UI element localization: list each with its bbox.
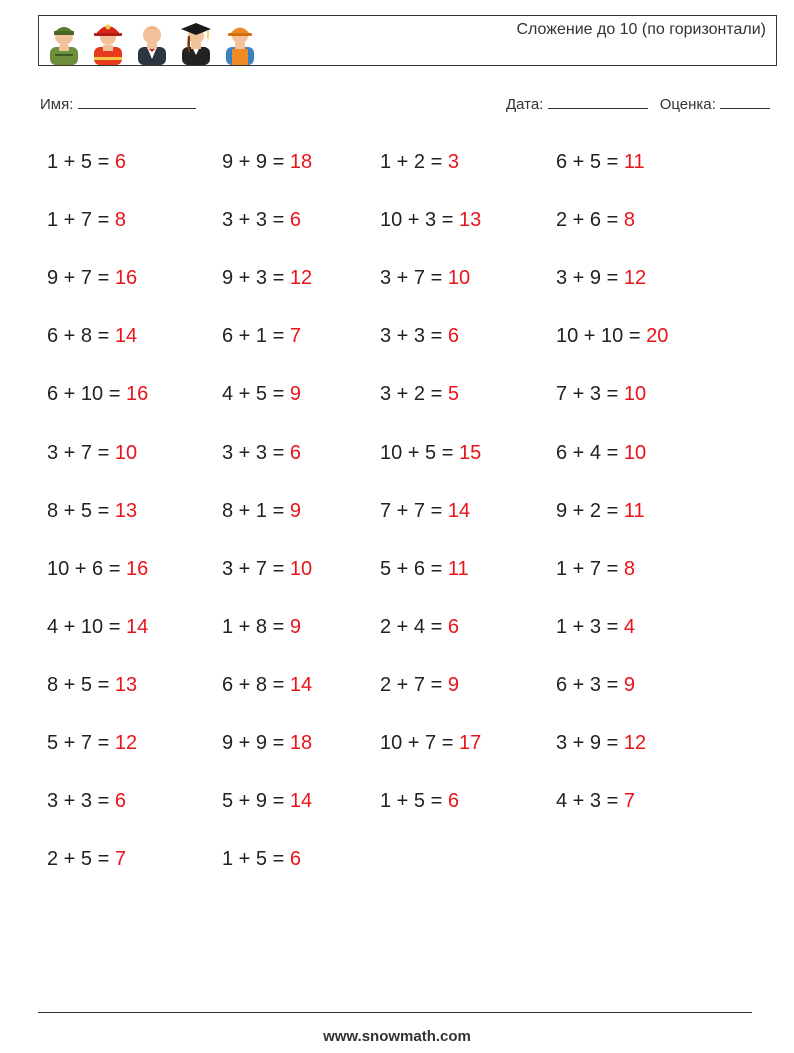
problem-item xyxy=(47,208,126,232)
problem-expression: 3 + 2 = xyxy=(380,383,448,406)
waiter-icon xyxy=(133,19,171,65)
problem-answer: 9 xyxy=(289,383,301,406)
problem-item xyxy=(380,731,481,755)
problem-expression: 3 + 3 = xyxy=(222,209,290,232)
problem-expression: 1 + 5 = xyxy=(380,790,448,813)
problem-item xyxy=(222,266,312,290)
grade-blank xyxy=(720,94,770,109)
problem-answer: 9 xyxy=(623,673,635,696)
problem-expression: 10 + 5 = xyxy=(380,441,459,464)
problem-answer: 20 xyxy=(646,325,669,348)
problem-expression: 6 + 5 = xyxy=(556,151,624,173)
problem-answer: 7 xyxy=(114,848,126,871)
problem-expression: 2 + 5 = xyxy=(47,848,115,871)
problem-item xyxy=(47,847,126,871)
problem-item xyxy=(556,208,635,232)
problem-item xyxy=(222,150,312,174)
problem-expression: 3 + 9 = xyxy=(556,267,624,290)
problem-item xyxy=(556,789,635,813)
problem-expression: 3 + 9 = xyxy=(556,732,624,754)
name-blank xyxy=(78,94,196,109)
problem-answer: 7 xyxy=(289,325,301,348)
problem-answer: 7 xyxy=(623,790,635,813)
header-box xyxy=(38,15,777,66)
problem-answer: 11 xyxy=(623,499,645,522)
problem-expression: 6 + 10 = xyxy=(47,383,126,406)
problem-expression: 10 + 7 = xyxy=(380,732,459,754)
problem-answer: 18 xyxy=(289,151,313,173)
problem-expression: 9 + 9 = xyxy=(222,151,290,173)
problem-answer: 16 xyxy=(125,557,149,580)
problem-expression: 2 + 4 = xyxy=(380,615,448,638)
date-blank xyxy=(548,94,648,109)
problem-answer: 13 xyxy=(114,499,138,522)
problem-expression: 1 + 7 = xyxy=(556,557,624,580)
problem-answer: 13 xyxy=(114,673,138,696)
problem-item xyxy=(222,324,301,348)
problem-answer: 6 xyxy=(447,790,459,813)
date-grade-fields xyxy=(506,94,770,113)
problem-item xyxy=(222,557,312,581)
problem-item xyxy=(222,673,312,697)
soldier-icon xyxy=(45,19,83,65)
problem-expression: 1 + 2 = xyxy=(380,151,448,173)
problem-answer: 16 xyxy=(114,267,138,290)
date-label: Дата: xyxy=(505,96,544,113)
problem-answer: 6 xyxy=(447,615,459,638)
problem-expression: 9 + 2 = xyxy=(556,499,624,522)
problem-expression: 2 + 6 = xyxy=(556,209,624,232)
problem-answer: 10 xyxy=(623,441,647,464)
problem-answer: 10 xyxy=(623,383,647,406)
problem-item xyxy=(222,615,301,639)
problem-item xyxy=(222,789,312,813)
problem-answer: 6 xyxy=(447,325,459,348)
problem-answer: 6 xyxy=(289,209,301,232)
builder-icon xyxy=(221,19,259,65)
problem-expression: 9 + 7 = xyxy=(47,267,115,290)
firefighter-icon xyxy=(89,19,127,65)
worksheet-title: Сложение до 10 (по горизонтали) xyxy=(516,21,766,38)
avatar-strip xyxy=(45,19,259,65)
problem-answer: 5 xyxy=(447,383,459,406)
problem-answer: 12 xyxy=(114,732,138,754)
name-field xyxy=(40,94,196,113)
problem-item xyxy=(380,789,459,813)
problem-item xyxy=(556,266,646,290)
problem-answer: 18 xyxy=(289,732,313,754)
problem-answer: 10 xyxy=(289,557,313,580)
problem-expression: 3 + 3 = xyxy=(47,790,115,813)
problem-answer: 8 xyxy=(623,557,635,580)
problem-item xyxy=(556,673,635,697)
problem-expression: 6 + 1 = xyxy=(222,325,290,348)
problem-answer: 14 xyxy=(289,673,313,696)
problem-item xyxy=(47,557,148,581)
problem-answer: 17 xyxy=(458,732,482,754)
problem-expression: 3 + 3 = xyxy=(222,441,290,464)
problem-answer: 16 xyxy=(125,383,149,406)
problem-expression: 10 + 3 = xyxy=(380,209,459,232)
problem-answer: 14 xyxy=(289,790,313,813)
problem-item xyxy=(380,557,469,581)
problem-item xyxy=(380,266,470,290)
problem-item xyxy=(380,324,459,348)
problem-item xyxy=(47,324,137,348)
problem-expression: 3 + 7 = xyxy=(380,267,448,290)
problem-item xyxy=(556,731,646,755)
problem-item xyxy=(222,847,301,871)
problem-answer: 4 xyxy=(623,615,635,638)
problem-answer: 12 xyxy=(623,267,647,290)
problem-item xyxy=(380,382,459,406)
problem-answer: 9 xyxy=(289,499,301,522)
problem-item xyxy=(222,499,301,523)
problem-answer: 8 xyxy=(623,209,635,232)
problem-expression: 5 + 6 = xyxy=(380,557,448,580)
problem-expression: 10 + 10 = xyxy=(556,325,647,348)
problem-item xyxy=(47,789,126,813)
problem-item xyxy=(380,150,459,174)
problem-expression: 7 + 3 = xyxy=(556,383,624,406)
problem-expression: 2 + 7 = xyxy=(380,673,448,696)
problem-expression: 10 + 6 = xyxy=(47,557,126,580)
problem-expression: 7 + 7 = xyxy=(380,499,448,522)
problem-expression: 6 + 8 = xyxy=(222,673,290,696)
problem-item xyxy=(380,673,459,697)
problem-item xyxy=(47,382,148,406)
problem-item xyxy=(47,266,137,290)
problem-expression: 8 + 1 = xyxy=(222,499,290,522)
problem-expression: 9 + 3 = xyxy=(222,267,290,290)
problem-expression: 3 + 7 = xyxy=(47,441,115,464)
problem-answer: 14 xyxy=(125,615,149,638)
problem-expression: 4 + 5 = xyxy=(222,383,290,406)
problem-expression: 6 + 4 = xyxy=(556,441,624,464)
problem-item xyxy=(556,441,646,465)
problem-item xyxy=(222,731,312,755)
problem-expression: 4 + 3 = xyxy=(556,790,624,813)
problem-answer: 12 xyxy=(623,732,647,754)
problem-answer: 6 xyxy=(289,441,301,464)
problem-expression: 1 + 8 = xyxy=(222,615,290,638)
problem-expression: 6 + 8 = xyxy=(47,325,115,348)
problem-item xyxy=(556,499,645,523)
problem-item xyxy=(47,673,137,697)
problem-item xyxy=(556,382,646,406)
problem-expression: 3 + 3 = xyxy=(380,325,448,348)
problem-answer: 14 xyxy=(114,325,138,348)
problem-item xyxy=(47,731,137,755)
footer-divider xyxy=(38,1012,752,1013)
problem-item xyxy=(556,324,668,348)
problem-expression: 5 + 7 = xyxy=(47,732,115,754)
problem-expression: 8 + 5 = xyxy=(47,673,115,696)
problem-answer: 9 xyxy=(289,615,301,638)
problem-item xyxy=(47,615,148,639)
problem-item xyxy=(380,441,481,465)
problem-expression: 3 + 7 = xyxy=(222,557,290,580)
problem-item xyxy=(556,615,635,639)
problem-item xyxy=(556,150,645,174)
problem-answer: 15 xyxy=(458,441,482,464)
name-label: Имя: xyxy=(40,96,74,113)
problem-answer: 10 xyxy=(447,267,471,290)
problem-answer: 14 xyxy=(447,499,471,522)
problem-item xyxy=(47,499,137,523)
problem-answer: 12 xyxy=(289,267,313,290)
problem-expression: 9 + 9 = xyxy=(222,732,290,754)
problem-item xyxy=(222,382,301,406)
problem-expression: 5 + 9 = xyxy=(222,790,290,813)
problem-item xyxy=(380,208,481,232)
problem-expression: 1 + 7 = xyxy=(47,209,115,232)
graduate-icon xyxy=(177,19,215,65)
problem-answer: 13 xyxy=(458,209,482,232)
problem-item xyxy=(380,615,459,639)
problem-answer: 10 xyxy=(114,441,138,464)
problem-answer: 6 xyxy=(289,848,301,871)
problem-expression: 6 + 3 = xyxy=(556,673,624,696)
problem-item xyxy=(47,150,126,174)
problem-answer: 9 xyxy=(447,673,459,696)
problem-item xyxy=(47,441,137,465)
problem-answer: 3 xyxy=(447,151,459,173)
problem-answer: 11 xyxy=(447,557,469,580)
problem-item xyxy=(222,208,301,232)
problem-expression: 4 + 10 = xyxy=(47,615,126,638)
footer-url: www.snowmath.com xyxy=(323,1028,471,1045)
problem-item xyxy=(222,441,301,465)
grade-label: Оценка: xyxy=(659,96,716,113)
problem-answer: 11 xyxy=(623,151,645,173)
problem-item xyxy=(380,499,470,523)
problem-expression: 1 + 5 = xyxy=(222,848,290,871)
problem-expression: 1 + 3 = xyxy=(556,615,624,638)
problem-item xyxy=(556,557,635,581)
problem-answer: 6 xyxy=(114,790,126,813)
problem-answer: 8 xyxy=(114,209,126,232)
problem-expression: 8 + 5 = xyxy=(47,499,115,522)
problem-answer: 6 xyxy=(114,151,126,173)
problem-expression: 1 + 5 = xyxy=(47,151,115,173)
